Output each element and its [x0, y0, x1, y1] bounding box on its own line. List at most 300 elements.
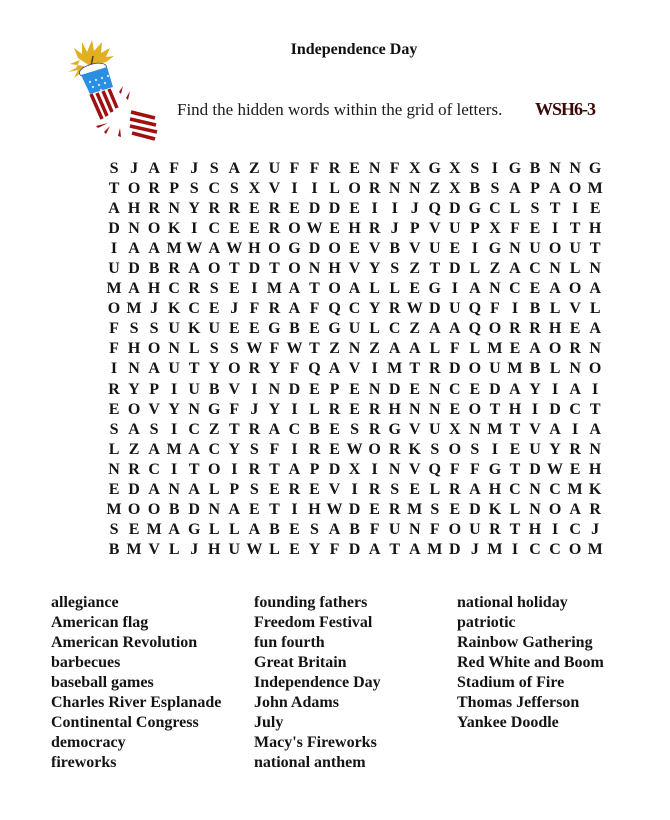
grid-cell: I — [171, 460, 178, 478]
grid-cell: Z — [429, 180, 441, 198]
grid-cell: R — [388, 500, 401, 518]
grid-cell: S — [430, 500, 440, 518]
grid-cell: A — [469, 280, 481, 298]
word-list-item: Freedom Festival — [254, 614, 373, 631]
grid-cell: V — [228, 380, 241, 398]
grid-cell: S — [249, 440, 259, 458]
grid-cell: N — [108, 460, 120, 478]
grid-cell: Y — [529, 380, 541, 398]
grid-cell: I — [110, 240, 118, 258]
grid-cell: H — [127, 340, 141, 358]
word-list-item: Red White and Boom — [457, 654, 604, 671]
grid-cell: C — [148, 460, 160, 478]
grid-cell: J — [230, 300, 239, 318]
grid-cell: F — [309, 160, 320, 177]
word-list-item: national anthem — [254, 754, 366, 771]
grid-cell: E — [108, 400, 120, 418]
grid-cell: D — [469, 500, 481, 518]
grid-cell: T — [108, 180, 120, 198]
grid-cell: Z — [208, 420, 220, 438]
grid-cell: M — [387, 360, 403, 378]
grid-cell: I — [231, 460, 238, 478]
grid-cell: X — [248, 180, 261, 198]
grid-cell: A — [509, 180, 521, 198]
grid-cell: L — [509, 500, 521, 518]
grid-cell: L — [369, 280, 380, 298]
grid-cell: G — [428, 160, 441, 177]
grid-cell: I — [291, 440, 298, 458]
grid-cell: I — [551, 220, 559, 238]
grid-cell: N — [408, 520, 421, 538]
grid-cell: E — [269, 480, 280, 498]
grid-cell: B — [269, 520, 280, 538]
grid-cell: V — [428, 220, 441, 238]
grid-cell: N — [589, 340, 601, 358]
grid-cell: E — [569, 460, 581, 478]
grid-cell: E — [529, 220, 541, 238]
grid-cell: L — [269, 540, 280, 558]
grid-cell: M — [407, 500, 423, 518]
word-list-item: founding fathers — [254, 594, 368, 611]
grid-cell: D — [308, 200, 321, 218]
grid-cell: A — [188, 480, 200, 498]
grid-cell: N — [128, 360, 140, 378]
grid-cell: G — [468, 200, 482, 218]
grid-cell: N — [408, 400, 421, 418]
grid-cell: T — [569, 220, 581, 238]
grid-cell: M — [567, 480, 583, 498]
grid-cell: I — [171, 380, 178, 398]
grid-cell: D — [428, 300, 441, 318]
grid-cell: K — [588, 480, 602, 498]
grid-cell: Z — [489, 260, 501, 278]
grid-cell: O — [147, 500, 161, 518]
grid-cell: S — [310, 520, 319, 538]
grid-cell: I — [251, 280, 258, 298]
grid-cell: W — [346, 440, 363, 458]
grid-cell: N — [509, 240, 521, 258]
grid-cell: N — [428, 380, 441, 398]
grid-cell: R — [148, 200, 160, 218]
grid-cell: R — [208, 200, 221, 218]
grid-cell: O — [127, 400, 141, 418]
grid-cell: N — [168, 340, 180, 358]
grid-cell: E — [329, 420, 340, 438]
grid-cell: R — [368, 180, 381, 198]
grid-cell: U — [208, 320, 221, 338]
grid-cell: X — [408, 160, 421, 177]
grid-cell: S — [129, 320, 139, 338]
grid-cell: O — [328, 280, 341, 298]
grid-cell: N — [348, 340, 361, 358]
grid-cell: O — [208, 260, 221, 278]
grid-cell: F — [449, 340, 460, 358]
grid-cell: D — [108, 220, 120, 238]
grid-cell: A — [148, 160, 160, 177]
grid-cell: X — [449, 160, 461, 177]
grid-cell: M — [166, 240, 182, 258]
grid-cell: M — [487, 420, 503, 438]
grid-cell: N — [168, 480, 180, 498]
grid-cell: D — [248, 260, 261, 278]
grid-cell: R — [308, 440, 321, 458]
grid-cell: H — [127, 200, 141, 218]
grid-cell: V — [268, 180, 281, 198]
grid-cell: E — [108, 480, 120, 498]
grid-cell: E — [449, 500, 461, 518]
word-list-item: Great Britain — [254, 654, 347, 671]
grid-cell: N — [388, 180, 401, 198]
grid-cell: A — [328, 360, 341, 378]
word-list-item: fun fourth — [254, 634, 325, 651]
grid-cell: U — [428, 240, 441, 258]
grid-cell: D — [449, 540, 461, 558]
word-list-item: Rainbow Gathering — [457, 634, 593, 651]
grid-cell: G — [388, 420, 401, 438]
grid-cell: J — [190, 540, 199, 558]
grid-cell: S — [149, 420, 159, 438]
grid-cell: U — [489, 360, 501, 378]
grid-cell: F — [249, 300, 260, 318]
grid-cell: W — [547, 460, 564, 478]
grid-cell: E — [509, 440, 521, 458]
grid-cell: A — [128, 280, 140, 298]
grid-cell: H — [248, 240, 261, 258]
grid-cell: T — [589, 240, 601, 258]
grid-cell: T — [409, 360, 421, 378]
grid-cell: C — [348, 300, 361, 318]
grid-cell: B — [309, 420, 320, 438]
grid-cell: R — [368, 420, 381, 438]
grid-cell: E — [409, 280, 421, 298]
grid-cell: D — [489, 380, 501, 398]
grid-cell: L — [549, 300, 561, 318]
grid-cell: H — [348, 220, 361, 238]
grid-cell: K — [488, 500, 502, 518]
grid-cell: I — [531, 400, 539, 418]
grid-cell: L — [589, 300, 601, 318]
grid-cell: Q — [428, 460, 441, 478]
grid-cell: O — [127, 500, 141, 518]
grid-cell: U — [428, 420, 441, 438]
grid-cell: S — [249, 480, 259, 498]
grid-cell: M — [146, 520, 162, 538]
grid-cell: V — [348, 360, 361, 378]
grid-cell: Q — [468, 300, 482, 318]
grid-cell: C — [489, 200, 501, 218]
grid-cell: D — [529, 460, 541, 478]
grid-cell: X — [348, 460, 361, 478]
grid-cell: P — [229, 480, 240, 498]
grid-cell: F — [109, 320, 119, 338]
grid-cell: O — [328, 240, 341, 258]
grid-cell: E — [249, 220, 260, 238]
grid-cell: P — [149, 380, 159, 398]
grid-cell: F — [289, 360, 300, 378]
grid-cell: C — [188, 420, 200, 438]
grid-cell: U — [569, 240, 581, 258]
grid-cell: X — [449, 420, 461, 438]
grid-cell: Y — [168, 400, 180, 418]
grid-cell: J — [591, 520, 600, 538]
grid-cell: S — [149, 320, 159, 338]
grid-cell: E — [369, 500, 380, 518]
grid-cell: C — [549, 540, 561, 558]
grid-cell: A — [328, 520, 341, 538]
grid-cell: O — [107, 300, 121, 318]
grid-cell: T — [389, 540, 401, 558]
grid-cell: N — [308, 260, 321, 278]
grid-cell: O — [228, 360, 241, 378]
grid-cell: E — [228, 220, 240, 238]
grid-cell: F — [169, 160, 180, 177]
grid-cell: A — [408, 340, 421, 358]
grid-cell: U — [268, 160, 281, 177]
grid-cell: D — [128, 480, 140, 498]
grid-cell: L — [389, 280, 401, 298]
grid-cell: C — [288, 420, 301, 438]
grid-cell: N — [428, 400, 441, 418]
grid-cell: R — [248, 460, 261, 478]
grid-cell: G — [508, 160, 522, 177]
grid-cell: J — [410, 200, 419, 218]
grid-cell: N — [408, 180, 421, 198]
grid-cell: F — [229, 400, 240, 418]
grid-cell: I — [511, 540, 519, 558]
grid-cell: T — [188, 460, 200, 478]
word-list-item: allegiance — [51, 594, 119, 611]
grid-cell: R — [268, 200, 281, 218]
grid-cell: L — [168, 540, 180, 558]
grid-cell: O — [208, 460, 221, 478]
grid-cell: S — [209, 160, 219, 177]
grid-cell: D — [449, 260, 461, 278]
grid-cell: F — [269, 340, 280, 358]
grid-cell: N — [168, 200, 180, 218]
grid-cell: H — [147, 280, 161, 298]
grid-cell: A — [128, 240, 140, 258]
grid-cell: C — [208, 440, 221, 458]
grid-cell: I — [171, 420, 178, 438]
grid-cell: A — [188, 260, 200, 278]
grid-cell: P — [469, 220, 480, 238]
grid-cell: R — [268, 300, 281, 318]
grid-cell: I — [491, 160, 499, 177]
grid-cell: E — [529, 280, 541, 298]
grid-cell: B — [289, 320, 300, 338]
grid-cell: R — [228, 200, 241, 218]
grid-cell: H — [588, 460, 602, 478]
grid-cell: G — [488, 240, 502, 258]
grid-cell: V — [569, 300, 581, 318]
grid-cell: F — [309, 300, 320, 318]
grid-cell: Q — [428, 200, 441, 218]
grid-cell: R — [368, 400, 381, 418]
grid-cell: B — [469, 180, 481, 198]
grid-cell: N — [368, 380, 381, 398]
grid-cell: C — [208, 220, 221, 238]
grid-cell: Y — [268, 360, 281, 378]
word-list-item: patriotic — [457, 614, 516, 631]
grid-cell: Z — [329, 340, 340, 358]
grid-cell: Y — [268, 400, 281, 418]
word-list-item: baseball games — [51, 674, 154, 691]
grid-cell: A — [148, 440, 160, 458]
grid-cell: M — [106, 500, 122, 518]
grid-cell: E — [289, 540, 300, 558]
grid-cell: I — [291, 400, 298, 418]
grid-cell: U — [469, 520, 481, 538]
grid-cell: Y — [228, 440, 241, 458]
grid-cell: C — [509, 280, 521, 298]
grid-cell: E — [509, 340, 521, 358]
grid-cell: B — [529, 300, 541, 318]
grid-cell: E — [329, 220, 340, 238]
grid-cell: C — [549, 480, 561, 498]
grid-cell: E — [309, 320, 320, 338]
grid-cell: D — [188, 500, 200, 518]
grid-cell: W — [406, 300, 423, 318]
grid-cell: O — [147, 220, 161, 238]
grid-cell: U — [529, 440, 541, 458]
word-list-item: Charles River Esplanade — [51, 694, 222, 711]
grid-cell: F — [449, 460, 460, 478]
grid-cell: H — [588, 220, 602, 238]
word-list-item: Macy's Fireworks — [254, 734, 377, 751]
grid-cell: I — [291, 500, 298, 518]
grid-cell: I — [110, 360, 118, 378]
word-list-item: Independence Day — [254, 674, 381, 691]
grid-cell: H — [508, 400, 522, 418]
grid-cell: T — [509, 460, 521, 478]
grid-cell: A — [449, 320, 461, 338]
grid-cell: M — [166, 440, 182, 458]
grid-cell: A — [108, 200, 120, 218]
grid-cell: S — [470, 160, 480, 177]
grid-cell: A — [529, 340, 541, 358]
grid-cell: K — [167, 300, 181, 318]
grid-cell: E — [249, 200, 260, 218]
grid-cell: D — [449, 200, 461, 218]
grid-cell: O — [147, 340, 161, 358]
grid-cell: A — [549, 280, 561, 298]
grid-cell: R — [529, 320, 541, 338]
grid-cell: A — [148, 360, 160, 378]
grid-cell: S — [350, 420, 360, 438]
grid-cell: O — [448, 440, 462, 458]
grid-cell: G — [328, 320, 341, 338]
grid-cell: A — [428, 320, 441, 338]
grid-cell: E — [469, 380, 481, 398]
grid-cell: Y — [188, 200, 200, 218]
grid-cell: I — [471, 240, 478, 258]
grid-cell: E — [449, 400, 461, 418]
grid-cell: A — [569, 500, 581, 518]
grid-cell: A — [128, 420, 140, 438]
grid-cell: I — [251, 380, 258, 398]
grid-cell: G — [488, 460, 502, 478]
grid-cell: M — [126, 540, 142, 558]
grid-cell: R — [368, 480, 381, 498]
grid-cell: D — [449, 360, 461, 378]
grid-cell: L — [569, 260, 581, 278]
grid-cell: O — [488, 320, 502, 338]
grid-cell: I — [291, 180, 298, 198]
grid-cell: A — [408, 540, 421, 558]
grid-cell: B — [148, 260, 160, 278]
grid-cell: S — [490, 180, 500, 198]
grid-cell: D — [328, 200, 341, 218]
grid-cell: J — [470, 540, 479, 558]
grid-cell: R — [328, 160, 341, 177]
grid-cell: O — [568, 280, 582, 298]
grid-cell: Y — [368, 260, 381, 278]
grid-cell: A — [248, 520, 261, 538]
grid-cell: E — [329, 440, 340, 458]
grid-cell: Y — [549, 440, 561, 458]
grid-cell: D — [128, 260, 140, 278]
grid-cell: S — [430, 440, 440, 458]
grid-cell: A — [188, 440, 200, 458]
grid-cell: L — [429, 480, 441, 498]
grid-cell: B — [208, 380, 220, 398]
grid-cell: U — [529, 240, 541, 258]
grid-cell: L — [329, 180, 340, 198]
grid-cell: Z — [409, 260, 421, 278]
grid-cell: E — [349, 380, 360, 398]
grid-cell: D — [549, 400, 561, 418]
grid-cell: T — [228, 420, 240, 438]
grid-cell: A — [208, 240, 221, 258]
grid-cell: I — [451, 280, 458, 298]
grid-cell: F — [429, 520, 440, 538]
grid-cell: Y — [368, 300, 381, 318]
grid-cell: I — [191, 220, 198, 238]
grid-cell: B — [349, 520, 360, 538]
grid-cell: U — [108, 260, 120, 278]
grid-cell: X — [489, 220, 501, 238]
grid-cell: V — [328, 480, 341, 498]
grid-cell: C — [569, 520, 581, 538]
letter-grid — [104, 159, 605, 560]
grid-cell: P — [169, 180, 180, 198]
grid-cell: N — [529, 480, 541, 498]
grid-cell: R — [268, 220, 281, 238]
grid-cell: L — [509, 200, 521, 218]
grid-cell: L — [208, 480, 220, 498]
grid-cell: O — [368, 440, 381, 458]
grid-cell: E — [349, 240, 360, 258]
grid-cell: L — [309, 400, 320, 418]
grid-cell: E — [589, 200, 601, 218]
grid-cell: N — [128, 220, 140, 238]
grid-cell: M — [487, 540, 503, 558]
grid-cell: R — [108, 380, 120, 398]
grid-cell: H — [488, 480, 502, 498]
word-list-column-2 — [254, 593, 381, 773]
grid-cell: S — [229, 340, 239, 358]
grid-cell: S — [470, 440, 480, 458]
grid-cell: S — [209, 340, 219, 358]
grid-cell: V — [408, 420, 421, 438]
grid-cell: L — [188, 340, 200, 358]
grid-cell: T — [509, 420, 521, 438]
word-list-item: Thomas Jefferson — [457, 694, 580, 711]
grid-cell: H — [208, 540, 221, 558]
grid-cell: I — [371, 200, 378, 218]
grid-cell: C — [388, 320, 401, 338]
grid-cell: O — [468, 400, 482, 418]
